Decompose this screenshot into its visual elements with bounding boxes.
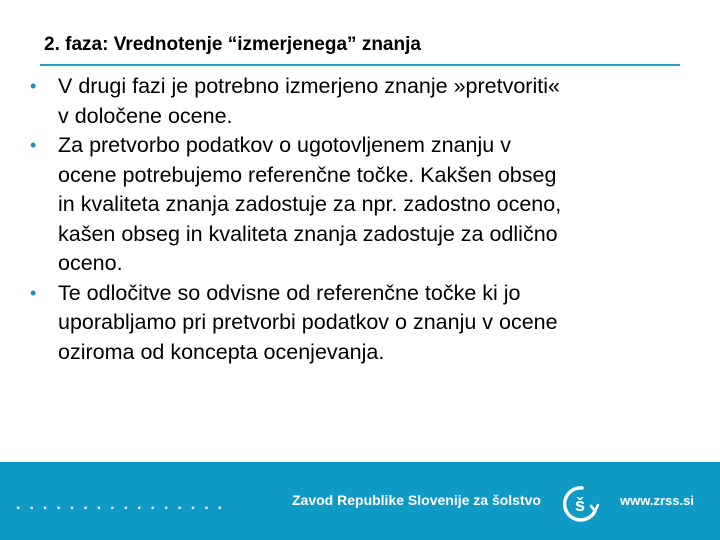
title-divider [40, 64, 680, 66]
bullet-line: uporabljamo pri pretvorbi podatkov o znanju v ocene [58, 310, 558, 334]
bullet-line: kašen obseg in kvaliteta znanja zadostuje za odlično [58, 221, 558, 246]
slide-title: 2. faza: Vrednotenje “izmerjenega” znanja [44, 34, 421, 55]
bullet-line: oziroma od koncepta ocenjevanja. [58, 339, 385, 364]
bullet-line: v določene ocene. [58, 103, 233, 128]
footer-bar [0, 462, 720, 540]
bullet-item [30, 72, 680, 131]
bullet-line: • Za pretvorbo podatkov o ugotovljenem znanju v [58, 133, 511, 157]
bullet-line: • V drugi fazi je potrebno izmerjeno znanje »pretvoriti« [58, 74, 560, 98]
bullet-item [30, 131, 680, 279]
website-link[interactable]: www.zrss.si [620, 493, 694, 508]
svg-text:š: š [574, 495, 586, 515]
bullet-list [30, 72, 680, 367]
organization-name: Zavod Republike Slovenije za šolstvo [292, 492, 541, 508]
bullet-line: ocene potrebujemo referenčne točke. Kakšen obseg [58, 162, 557, 187]
bullet-line: in kvaliteta znanja zadostuje za npr. zadostno oceno, [58, 192, 562, 216]
bullet-line: • Te odločitve so odvisne od referenčne točke ki jo [58, 280, 521, 305]
bullet-item [30, 279, 680, 368]
zrss-logo-icon [560, 484, 600, 524]
footer-dots: ................ [16, 496, 232, 513]
bullet-line: oceno. [58, 251, 123, 275]
